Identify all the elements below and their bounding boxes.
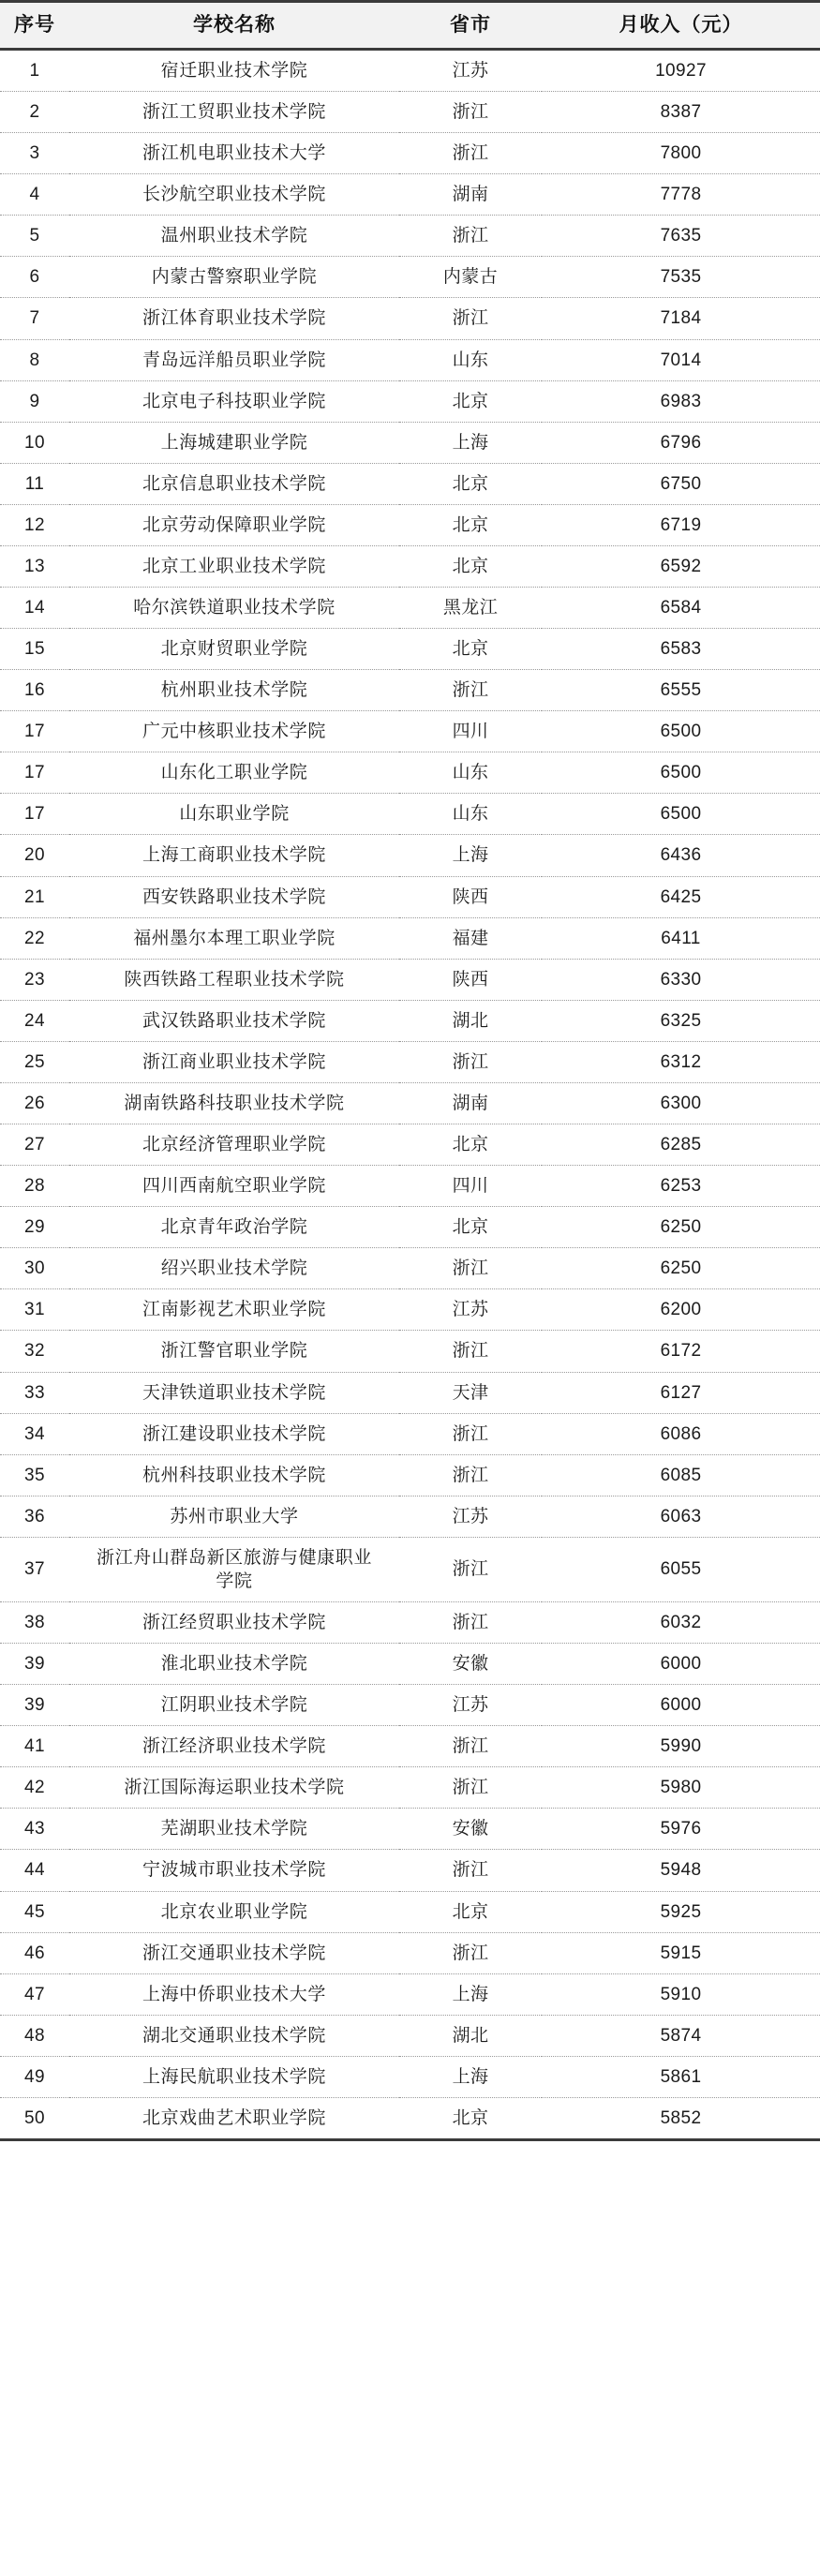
cell-province: 浙江: [399, 1454, 542, 1496]
cell-index: 36: [0, 1496, 69, 1537]
cell-school-name: 湖北交通职业技术学院: [69, 2015, 399, 2056]
table-row: [0, 174, 820, 216]
cell-index: 12: [0, 504, 69, 545]
cell-index: 37: [0, 1537, 69, 1601]
table-row: [0, 1248, 820, 1289]
cell-monthly-income: 5925: [542, 1891, 820, 1932]
table-row: [0, 1891, 820, 1932]
cell-monthly-income: 7635: [542, 216, 820, 257]
cell-monthly-income: 6000: [542, 1644, 820, 1685]
table-row: [0, 50, 820, 92]
cell-province: 北京: [399, 545, 542, 587]
cell-school-name: 陕西铁路工程职业技术学院: [69, 959, 399, 1000]
cell-province: 浙江: [399, 1331, 542, 1372]
table-row: [0, 1537, 820, 1601]
table-row: [0, 92, 820, 133]
table-row: [0, 1726, 820, 1767]
table-row: [0, 1166, 820, 1207]
cell-province: 北京: [399, 380, 542, 422]
cell-province: 北京: [399, 504, 542, 545]
table-row: [0, 463, 820, 504]
cell-school-name: 上海中侨职业技术大学: [69, 1973, 399, 2015]
table-row: [0, 629, 820, 670]
cell-index: 27: [0, 1124, 69, 1166]
cell-index: 4: [0, 174, 69, 216]
cell-school-name: 北京劳动保障职业学院: [69, 504, 399, 545]
cell-index: 28: [0, 1166, 69, 1207]
table-row: [0, 1685, 820, 1726]
cell-province: 内蒙古: [399, 257, 542, 298]
cell-index: 10: [0, 422, 69, 463]
cell-monthly-income: 6330: [542, 959, 820, 1000]
cell-province: 江苏: [399, 1496, 542, 1537]
cell-school-name: 西安铁路职业技术学院: [69, 876, 399, 917]
cell-province: 江苏: [399, 1289, 542, 1331]
cell-monthly-income: 6085: [542, 1454, 820, 1496]
table-header-row: [0, 2, 820, 50]
cell-monthly-income: 5915: [542, 1932, 820, 1973]
cell-index: 17: [0, 711, 69, 752]
cell-school-name: 北京戏曲艺术职业学院: [69, 2097, 399, 2139]
cell-school-name: 内蒙古警察职业学院: [69, 257, 399, 298]
cell-monthly-income: 6250: [542, 1248, 820, 1289]
cell-school-name: 上海城建职业学院: [69, 422, 399, 463]
cell-school-name: 北京青年政治学院: [69, 1207, 399, 1248]
table-row: [0, 1207, 820, 1248]
table-row: [0, 1124, 820, 1166]
cell-province: 上海: [399, 2056, 542, 2097]
cell-school-name: 浙江警官职业学院: [69, 1331, 399, 1372]
column-header-monthly-income: 月收入（元）: [542, 2, 820, 50]
cell-school-name: 广元中核职业技术学院: [69, 711, 399, 752]
cell-school-name: 宿迁职业技术学院: [69, 50, 399, 92]
cell-index: 13: [0, 545, 69, 587]
cell-monthly-income: 6127: [542, 1372, 820, 1413]
cell-monthly-income: 5976: [542, 1809, 820, 1850]
cell-monthly-income: 6719: [542, 504, 820, 545]
cell-school-name: 江阴职业技术学院: [69, 1685, 399, 1726]
cell-monthly-income: 6172: [542, 1331, 820, 1372]
cell-index: 47: [0, 1973, 69, 2015]
table-row: [0, 835, 820, 876]
cell-index: 25: [0, 1041, 69, 1082]
cell-province: 浙江: [399, 216, 542, 257]
cell-monthly-income: 6032: [542, 1601, 820, 1643]
cell-index: 3: [0, 133, 69, 174]
cell-monthly-income: 10927: [542, 50, 820, 92]
cell-index: 45: [0, 1891, 69, 1932]
cell-province: 浙江: [399, 133, 542, 174]
cell-index: 9: [0, 380, 69, 422]
cell-school-name: 北京经济管理职业学院: [69, 1124, 399, 1166]
cell-province: 上海: [399, 1973, 542, 2015]
cell-monthly-income: 5874: [542, 2015, 820, 2056]
cell-school-name: 浙江经济职业技术学院: [69, 1726, 399, 1767]
cell-province: 浙江: [399, 92, 542, 133]
table-row: [0, 2097, 820, 2139]
cell-index: 17: [0, 794, 69, 835]
cell-province: 浙江: [399, 1767, 542, 1809]
table-row: [0, 257, 820, 298]
cell-index: 22: [0, 917, 69, 959]
table-row: [0, 1413, 820, 1454]
table-row: [0, 1289, 820, 1331]
cell-school-name: 浙江体育职业技术学院: [69, 298, 399, 339]
cell-school-name: 天津铁道职业技术学院: [69, 1372, 399, 1413]
cell-index: 29: [0, 1207, 69, 1248]
cell-province: 江苏: [399, 1685, 542, 1726]
cell-monthly-income: 6411: [542, 917, 820, 959]
cell-school-name: 杭州科技职业技术学院: [69, 1454, 399, 1496]
cell-monthly-income: 5910: [542, 1973, 820, 2015]
cell-school-name: 北京电子科技职业学院: [69, 380, 399, 422]
cell-school-name: 上海民航职业技术学院: [69, 2056, 399, 2097]
cell-province: 浙江: [399, 1932, 542, 1973]
cell-monthly-income: 6055: [542, 1537, 820, 1601]
cell-monthly-income: 5980: [542, 1767, 820, 1809]
cell-province: 山东: [399, 794, 542, 835]
cell-monthly-income: 6325: [542, 1000, 820, 1041]
cell-school-name: 上海工商职业技术学院: [69, 835, 399, 876]
cell-monthly-income: 7800: [542, 133, 820, 174]
cell-school-name: 山东职业学院: [69, 794, 399, 835]
cell-province: 山东: [399, 752, 542, 794]
cell-monthly-income: 6063: [542, 1496, 820, 1537]
cell-province: 上海: [399, 422, 542, 463]
cell-province: 浙江: [399, 670, 542, 711]
cell-monthly-income: 6253: [542, 1166, 820, 1207]
cell-monthly-income: 6584: [542, 588, 820, 629]
cell-index: 44: [0, 1850, 69, 1891]
column-header-province: 省市: [399, 2, 542, 50]
cell-index: 49: [0, 2056, 69, 2097]
table-row: [0, 216, 820, 257]
table-row: [0, 917, 820, 959]
cell-school-name: 温州职业技术学院: [69, 216, 399, 257]
cell-index: 48: [0, 2015, 69, 2056]
cell-school-name: 北京信息职业技术学院: [69, 463, 399, 504]
cell-monthly-income: 5948: [542, 1850, 820, 1891]
cell-province: 浙江: [399, 298, 542, 339]
cell-province: 黑龙江: [399, 588, 542, 629]
cell-school-name: 淮北职业技术学院: [69, 1644, 399, 1685]
table-row: [0, 1767, 820, 1809]
cell-monthly-income: 6300: [542, 1082, 820, 1124]
table-row: [0, 1809, 820, 1850]
table-row: [0, 1850, 820, 1891]
table-row: [0, 1932, 820, 1973]
table-row: [0, 298, 820, 339]
cell-school-name: 浙江建设职业技术学院: [69, 1413, 399, 1454]
cell-monthly-income: 6555: [542, 670, 820, 711]
table-row: [0, 422, 820, 463]
cell-monthly-income: 8387: [542, 92, 820, 133]
cell-province: 浙江: [399, 1850, 542, 1891]
column-header-school-name: 学校名称: [69, 2, 399, 50]
cell-school-name: 绍兴职业技术学院: [69, 1248, 399, 1289]
cell-index: 11: [0, 463, 69, 504]
table-row: [0, 545, 820, 587]
cell-monthly-income: 6200: [542, 1289, 820, 1331]
cell-index: 32: [0, 1331, 69, 1372]
cell-monthly-income: 6583: [542, 629, 820, 670]
cell-school-name: 浙江国际海运职业技术学院: [69, 1767, 399, 1809]
table-row: [0, 1372, 820, 1413]
cell-province: 浙江: [399, 1248, 542, 1289]
cell-province: 北京: [399, 463, 542, 504]
cell-index: 20: [0, 835, 69, 876]
cell-monthly-income: 7184: [542, 298, 820, 339]
table-row: [0, 1496, 820, 1537]
cell-province: 陕西: [399, 959, 542, 1000]
table-row: [0, 1454, 820, 1496]
cell-index: 16: [0, 670, 69, 711]
table-row: [0, 1644, 820, 1685]
cell-monthly-income: 6312: [542, 1041, 820, 1082]
cell-index: 38: [0, 1601, 69, 1643]
cell-province: 安徽: [399, 1644, 542, 1685]
cell-province: 湖南: [399, 174, 542, 216]
cell-province: 天津: [399, 1372, 542, 1413]
table-row: [0, 670, 820, 711]
cell-school-name: 福州墨尔本理工职业学院: [69, 917, 399, 959]
cell-monthly-income: 5861: [542, 2056, 820, 2097]
cell-province: 江苏: [399, 50, 542, 92]
cell-monthly-income: 5852: [542, 2097, 820, 2139]
cell-index: 26: [0, 1082, 69, 1124]
cell-index: 39: [0, 1644, 69, 1685]
table-row: [0, 1973, 820, 2015]
cell-monthly-income: 5990: [542, 1726, 820, 1767]
cell-school-name: 宁波城市职业技术学院: [69, 1850, 399, 1891]
cell-index: 30: [0, 1248, 69, 1289]
cell-school-name: 浙江经贸职业技术学院: [69, 1601, 399, 1643]
cell-index: 23: [0, 959, 69, 1000]
table-row: [0, 1000, 820, 1041]
cell-province: 北京: [399, 1891, 542, 1932]
cell-monthly-income: 6086: [542, 1413, 820, 1454]
cell-school-name: 哈尔滨铁道职业技术学院: [69, 588, 399, 629]
cell-monthly-income: 6250: [542, 1207, 820, 1248]
cell-school-name: 江南影视艺术职业学院: [69, 1289, 399, 1331]
cell-monthly-income: 7778: [542, 174, 820, 216]
cell-index: 24: [0, 1000, 69, 1041]
cell-index: 7: [0, 298, 69, 339]
cell-province: 湖北: [399, 1000, 542, 1041]
cell-index: 6: [0, 257, 69, 298]
cell-province: 湖北: [399, 2015, 542, 2056]
table-row: [0, 752, 820, 794]
cell-index: 1: [0, 50, 69, 92]
cell-school-name: 杭州职业技术学院: [69, 670, 399, 711]
cell-index: 21: [0, 876, 69, 917]
cell-index: 33: [0, 1372, 69, 1413]
cell-province: 浙江: [399, 1537, 542, 1601]
cell-province: 浙江: [399, 1726, 542, 1767]
cell-province: 陕西: [399, 876, 542, 917]
cell-school-name: 浙江机电职业技术大学: [69, 133, 399, 174]
cell-province: 浙江: [399, 1413, 542, 1454]
cell-province: 湖南: [399, 1082, 542, 1124]
cell-monthly-income: 6500: [542, 794, 820, 835]
cell-province: 山东: [399, 339, 542, 380]
cell-monthly-income: 6436: [542, 835, 820, 876]
cell-index: 8: [0, 339, 69, 380]
cell-province: 四川: [399, 1166, 542, 1207]
cell-school-name: 山东化工职业学院: [69, 752, 399, 794]
cell-school-name: 芜湖职业技术学院: [69, 1809, 399, 1850]
cell-monthly-income: 7014: [542, 339, 820, 380]
table-row: [0, 2056, 820, 2097]
cell-index: 35: [0, 1454, 69, 1496]
cell-school-name: 武汉铁路职业技术学院: [69, 1000, 399, 1041]
table-body: [0, 50, 820, 2140]
cell-monthly-income: 6285: [542, 1124, 820, 1166]
cell-province: 四川: [399, 711, 542, 752]
table-row: [0, 339, 820, 380]
cell-school-name: 浙江工贸职业技术学院: [69, 92, 399, 133]
cell-monthly-income: 6983: [542, 380, 820, 422]
table-row: [0, 2015, 820, 2056]
cell-monthly-income: 6592: [542, 545, 820, 587]
cell-school-name: 北京财贸职业学院: [69, 629, 399, 670]
cell-index: 5: [0, 216, 69, 257]
cell-province: 浙江: [399, 1041, 542, 1082]
cell-school-name: 北京工业职业技术学院: [69, 545, 399, 587]
cell-school-name: 湖南铁路科技职业技术学院: [69, 1082, 399, 1124]
table-row: [0, 380, 820, 422]
cell-index: 39: [0, 1685, 69, 1726]
cell-province: 浙江: [399, 1601, 542, 1643]
table-row: [0, 711, 820, 752]
cell-monthly-income: 6500: [542, 711, 820, 752]
table-row: [0, 1082, 820, 1124]
cell-province: 北京: [399, 1207, 542, 1248]
table-row: [0, 876, 820, 917]
table-row: [0, 1601, 820, 1643]
cell-index: 43: [0, 1809, 69, 1850]
cell-province: 安徽: [399, 1809, 542, 1850]
cell-school-name: 北京农业职业学院: [69, 1891, 399, 1932]
cell-monthly-income: 6750: [542, 463, 820, 504]
cell-index: 34: [0, 1413, 69, 1454]
cell-index: 14: [0, 588, 69, 629]
cell-monthly-income: 6796: [542, 422, 820, 463]
column-header-index: 序号: [0, 2, 69, 50]
cell-school-name: 长沙航空职业技术学院: [69, 174, 399, 216]
cell-province: 上海: [399, 835, 542, 876]
table-header: [0, 2, 820, 50]
cell-school-name: 苏州市职业大学: [69, 1496, 399, 1537]
table-row: [0, 794, 820, 835]
table-row: [0, 133, 820, 174]
cell-index: 31: [0, 1289, 69, 1331]
cell-index: 17: [0, 752, 69, 794]
cell-province: 北京: [399, 2097, 542, 2139]
table-row: [0, 504, 820, 545]
table-row: [0, 588, 820, 629]
cell-monthly-income: 6000: [542, 1685, 820, 1726]
cell-province: 北京: [399, 629, 542, 670]
cell-monthly-income: 6425: [542, 876, 820, 917]
cell-school-name: 浙江交通职业技术学院: [69, 1932, 399, 1973]
cell-monthly-income: 7535: [542, 257, 820, 298]
cell-school-name: 四川西南航空职业学院: [69, 1166, 399, 1207]
cell-province: 北京: [399, 1124, 542, 1166]
table-row: [0, 1331, 820, 1372]
cell-school-name: 青岛远洋船员职业学院: [69, 339, 399, 380]
cell-index: 15: [0, 629, 69, 670]
table-row: [0, 959, 820, 1000]
cell-index: 50: [0, 2097, 69, 2139]
cell-index: 2: [0, 92, 69, 133]
cell-monthly-income: 6500: [542, 752, 820, 794]
cell-school-name: 浙江商业职业技术学院: [69, 1041, 399, 1082]
cell-index: 46: [0, 1932, 69, 1973]
cell-index: 42: [0, 1767, 69, 1809]
cell-index: 41: [0, 1726, 69, 1767]
table-row: [0, 1041, 820, 1082]
cell-school-name: 浙江舟山群岛新区旅游与健康职业学院: [69, 1537, 399, 1601]
cell-province: 福建: [399, 917, 542, 959]
